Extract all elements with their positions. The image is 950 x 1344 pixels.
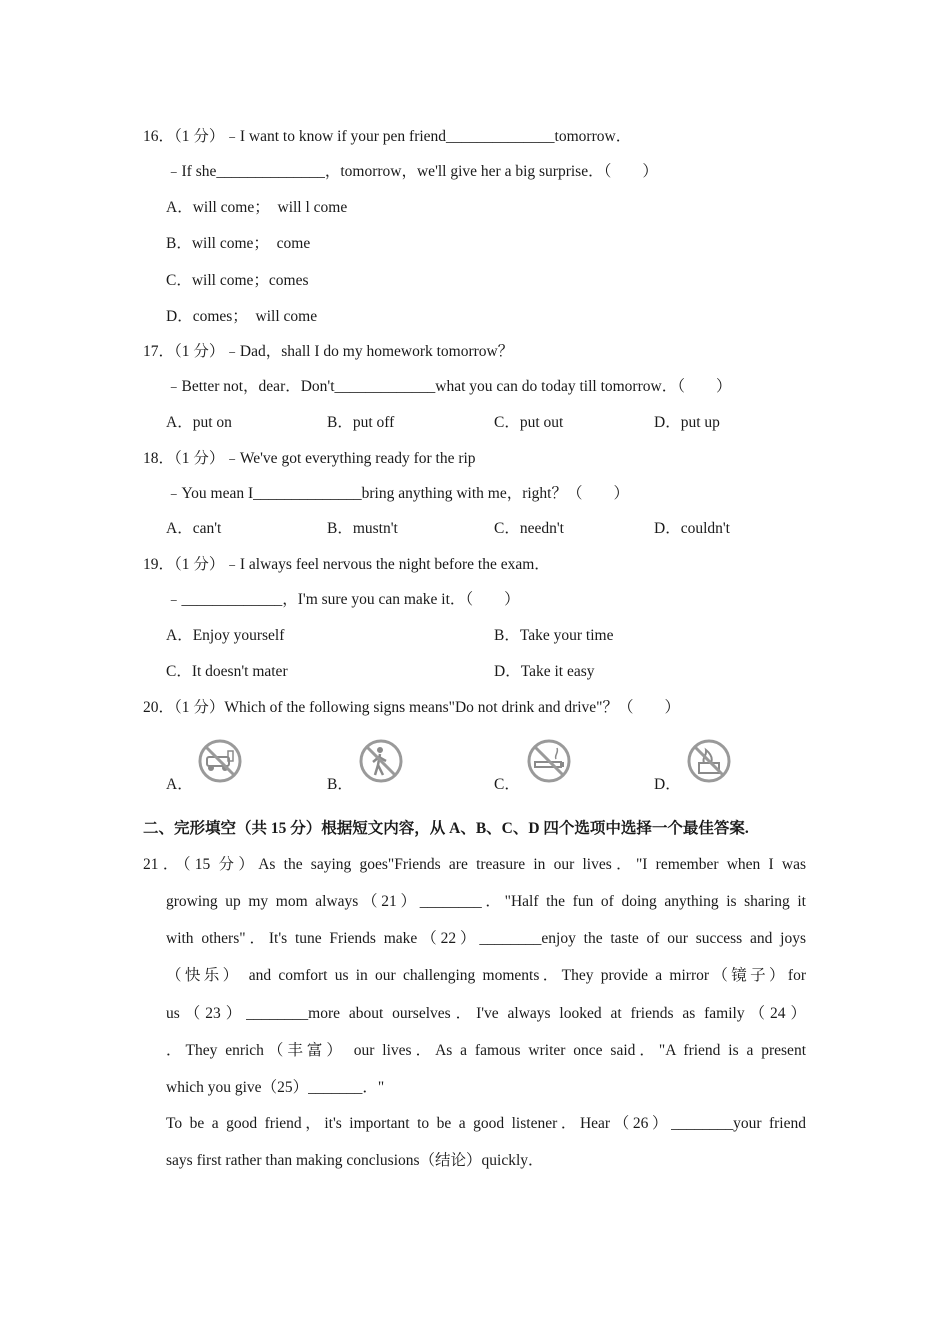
q19-line2: ﹣_____________，I'm sure you can make it．（ ） <box>166 591 520 608</box>
q20-option-d-label: D． <box>654 776 681 793</box>
q21-line-5: us（23）________more about ourselves．I've always looked at friends as family（24） <box>166 1005 806 1022</box>
q21-line-2: growing up my mom always（21）________．"Half the fun of doing anything is sharing it <box>166 893 806 910</box>
q21-line-4: （快乐） and comfort us in our challenging moments．They provide a mirror（镜子）for <box>166 967 806 984</box>
q17-option-c: C．put out <box>494 414 564 431</box>
q16-option-d: D．comes； will come <box>166 308 318 325</box>
q21-line-3: with others"．It's tune Friends make（22）________enjoy the taste of our success and joys <box>166 930 806 947</box>
q20-option-b-label: B． <box>327 776 353 793</box>
no-drink-drive-sign-icon <box>197 735 243 787</box>
q17-option-b: B．put off <box>327 414 395 431</box>
q18-option-d: D．couldn't <box>654 520 730 537</box>
q21-para2-line-1: To be a good friend，it's important to be a good listener．Hear（26）________your friend <box>166 1115 806 1132</box>
q19-option-d: D．Take it easy <box>494 663 595 680</box>
q17-line2: ﹣Better not，dear．Don't_____________what you can do today till tomorrow．（ ） <box>166 378 732 395</box>
q16-option-c: C．will come；comes <box>166 272 309 289</box>
q16-line2: ﹣If she______________，tomorrow，we'll give her a big surprise．（ ） <box>166 163 658 180</box>
q21-para2-line-2: says first rather than making conclusions（结论）quickly． <box>166 1152 544 1169</box>
q19-option-a: A．Enjoy yourself <box>166 627 285 644</box>
q17-stem: 17．（1 分）﹣Dad，shall I do my homework tomorrow？ <box>143 343 514 360</box>
q21-line-6: ．They enrich（丰富） our lives．As a famous writer once said．"A friend is a present <box>166 1042 806 1059</box>
q17-option-d: D．put up <box>654 414 720 431</box>
q21-line-1: 21．（15 分）As the saying goes"Friends are treasure in our lives．"I remember when I was <box>143 856 806 873</box>
q19-option-c: C．It doesn't mater <box>166 663 288 680</box>
q18-stem: 18．（1 分）﹣We've got everything ready for the rip <box>143 450 476 467</box>
q16-stem: 16．（1 分）﹣I want to know if your pen friend______________tomorrow． <box>143 128 632 145</box>
q20-option-c-label: C． <box>494 776 520 793</box>
no-fire-sign-icon <box>686 735 732 787</box>
q18-option-b: B．mustn't <box>327 520 398 537</box>
q20-stem: 20．（1 分）Which of the following signs means"Do not drink and drive"？（ ） <box>143 699 681 716</box>
q19-option-b: B．Take your time <box>494 627 614 644</box>
q16-option-a: A．will come； will l come <box>166 199 348 216</box>
q17-option-a: A．put on <box>166 414 232 431</box>
q16-option-b: B．will come； come <box>166 235 311 252</box>
no-walking-sign-icon <box>358 735 404 787</box>
q18-option-c: C．needn't <box>494 520 564 537</box>
q18-option-a: A．can't <box>166 520 222 537</box>
q18-line2: ﹣You mean I______________bring anything with me，right？（ ） <box>166 485 629 502</box>
q19-stem: 19．（1 分）﹣I always feel nervous the night before the exam． <box>143 556 550 573</box>
no-smoking-sign-icon <box>526 735 572 787</box>
q21-line-7: which you give（25）_______．" <box>166 1079 385 1096</box>
section-2-title: 二、完形填空（共 15 分）根据短文内容，从 A、B、C、D 四个选项中选择一个最佳答案. <box>143 820 749 837</box>
q20-option-a-label: A． <box>166 776 193 793</box>
